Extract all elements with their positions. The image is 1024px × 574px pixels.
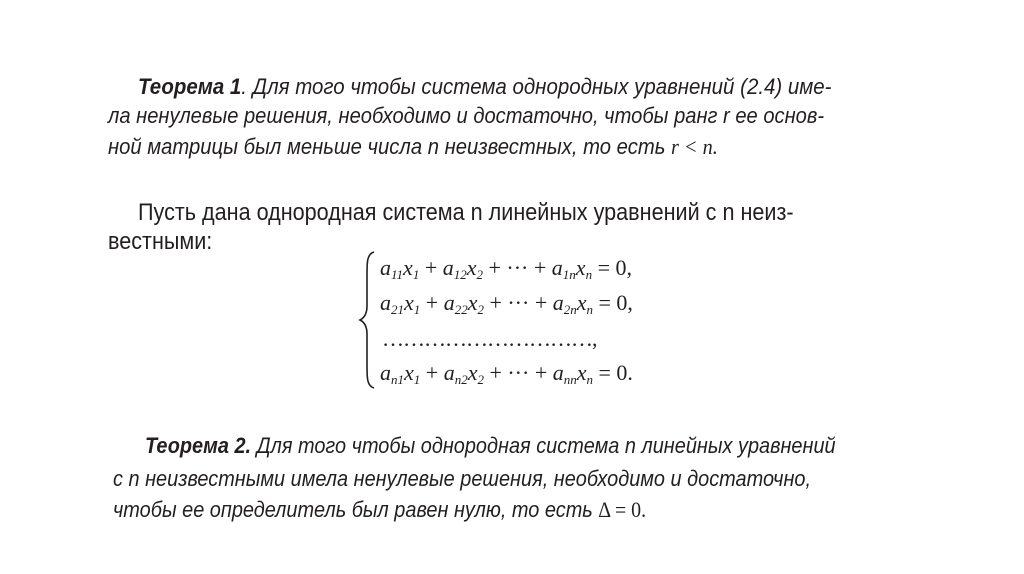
theorem1-line-3-text: ной матрицы был меньше числа n неизвестных, то есть [108,134,671,159]
equation-dots-row: …………………………, [382,326,597,351]
equation-row-1: $a_{11}x_1 + a_{12}x_2$ + ··· + $a_{1n}x_n = 0$, [380,255,632,282]
theorem2-line-1-text: Для того чтобы однородная система n линейных уравнений [251,433,836,458]
system-brace [358,250,376,390]
theorem1-formula: r < n. [670,134,718,159]
intro-line-2: вестными: [108,228,213,255]
theorem2-line-1 [145,433,836,459]
theorem2-formula: Δ = 0. [598,497,647,522]
theorem1-line-1 [138,74,831,100]
theorem2-line-3 [113,497,646,523]
theorem2-line-2: с n неизвестными имела ненулевые решения, необходимо и достаточно, [113,466,812,491]
equation-row-3: $a_{n1}x_1 + a_{n2}x_2$ + ··· + $a_{nn}x_n = 0$. [380,360,633,387]
theorem1-label: Теорема 1 [138,74,242,99]
theorem2-line-3-text: чтобы ее определитель был равен нулю, то есть [113,497,599,522]
theorem1-line-1-text: . Для того чтобы система однородных уравнений (2.4) име- [241,74,832,99]
theorem1-line-2: ла ненулевые решения, необходимо и достаточно, чтобы ранг r ее основ- [108,103,825,128]
intro-line-1: Пусть дана однородная система n линейных уравнений с n неиз- [138,199,794,226]
theorem1-line-3 [108,134,718,160]
theorem2-label: Теорема 2. [145,433,252,458]
equation-row-2: $a_{21}x_1 + a_{22}x_2$ + ··· + $a_{2n}x_n = 0$, [380,290,633,317]
